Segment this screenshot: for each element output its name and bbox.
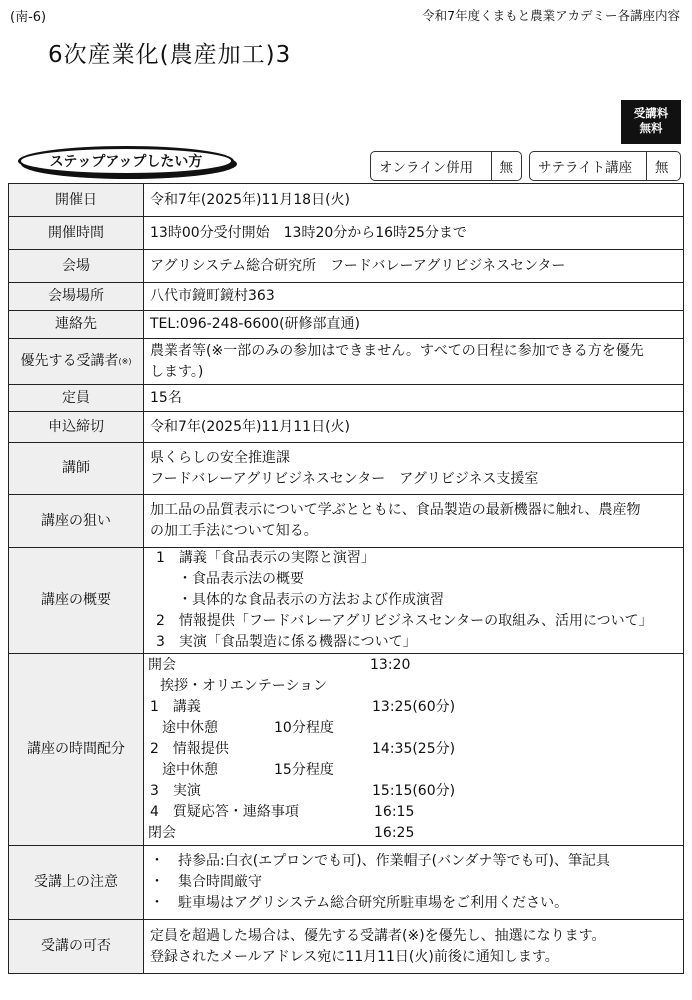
- schedule-row: [148, 823, 677, 844]
- row-contact: [9, 311, 684, 339]
- row-notes: [9, 846, 684, 920]
- schedule-time: 13:20: [370, 657, 411, 673]
- lecturer-line: 県くらしの安全推進課: [150, 449, 290, 466]
- row-venue: [9, 250, 684, 283]
- row-venue-address: [9, 283, 684, 311]
- overview-line: 1 講義「食品表示の実際と演習」: [156, 550, 375, 566]
- schedule-time: 10分程度: [274, 720, 334, 736]
- time-value: 13時00分受付開始 13時20分から16時25分まで: [144, 217, 684, 250]
- time-label: 開催時間: [9, 217, 144, 250]
- capacity-value: 15名: [144, 385, 684, 412]
- venue-value: アグリシステム総合研究所 フードバレーアグリビジネスセンター: [144, 250, 684, 283]
- priority-line: します。): [150, 363, 204, 380]
- schedule-item: 4 質疑応答・連絡事項: [150, 804, 299, 820]
- row-schedule: [9, 654, 684, 846]
- overview-line: ・食品表示法の概要: [178, 571, 304, 587]
- row-capacity: [9, 385, 684, 412]
- acceptance-line: 登録されたメールアドレス宛に11月11日(火)前後に通知します。: [150, 948, 559, 965]
- priority-label-cell: [9, 339, 144, 385]
- overview-line: ・具体的な食品表示の方法および作成演習: [178, 592, 444, 608]
- schedule-row: [148, 655, 677, 676]
- schedule-item: 3 実演: [150, 783, 201, 799]
- priority-label: 優先する受講者: [20, 353, 119, 369]
- row-date: [9, 184, 684, 217]
- schedule-time: 16:15: [374, 804, 415, 820]
- online-option: [370, 151, 522, 181]
- row-acceptance: [9, 920, 684, 974]
- schedule-time: 14:35(25分): [372, 741, 456, 757]
- schedule-time: 15分程度: [274, 762, 334, 778]
- schedule-row: [148, 802, 677, 823]
- schedule-value: [144, 654, 684, 846]
- notes-line: ・ 持参品:白衣(エプロンでも可)、作業帽子(バンダナ等でも可)、筆記具: [150, 853, 611, 869]
- schedule-row: [148, 760, 677, 781]
- lecturer-label: 講師: [9, 443, 144, 495]
- row-priority: [9, 339, 684, 385]
- acceptance-label: 受講の可否: [9, 920, 144, 974]
- course-details-table: [8, 183, 684, 974]
- lecturer-line: フードバレーアグリビジネスセンター アグリビジネス支援室: [150, 470, 539, 487]
- free-badge: [621, 100, 681, 144]
- venue-address-value: 八代市鏡町鏡村363: [144, 283, 684, 311]
- overview-line: 2 情報提供「フードバレーアグリビジネスセンターの取組み、活用について」: [156, 613, 653, 629]
- page-title: 6次産業化(農産加工)3: [48, 42, 292, 68]
- acceptance-value: [144, 920, 684, 974]
- schedule-item: 1 講義: [150, 699, 201, 715]
- schedule-row: [148, 718, 677, 739]
- priority-line: 農業者等(※一部のみの参加はできません。すべての日程に参加できる方を優先: [150, 342, 644, 359]
- venue-label: 会場: [9, 250, 144, 283]
- lecturer-value: [144, 443, 684, 495]
- satellite-option-value: 無: [646, 152, 677, 180]
- row-overview: [9, 548, 684, 654]
- schedule-time: 16:25: [374, 825, 415, 841]
- acceptance-line: 定員を超過した場合は、優先する受講者(※)を優先し、抽選になります。: [150, 927, 606, 944]
- online-option-value: 無: [491, 152, 522, 180]
- level-tag: ステップアップしたい方: [18, 146, 234, 176]
- date-label: 開催日: [9, 184, 144, 217]
- notes-label: 受講上の注意: [9, 846, 144, 920]
- deadline-label: 申込締切: [9, 412, 144, 443]
- schedule-label: 講座の時間配分: [9, 654, 144, 846]
- notes-line: ・ 駐車場はアグリシステム総合研究所駐車場をご利用ください。: [150, 895, 569, 911]
- aim-value: [144, 495, 684, 548]
- notes-line: ・ 集合時間厳守: [150, 874, 262, 890]
- row-time: [9, 217, 684, 250]
- online-option-label: オンライン併用: [379, 160, 474, 176]
- schedule-item: 開会: [148, 657, 176, 673]
- notes-value: [144, 846, 684, 920]
- schedule-item: 挨拶・オリエンテーション: [160, 678, 328, 694]
- schedule-time: 13:25(60分): [372, 699, 456, 715]
- overview-value: [144, 548, 684, 654]
- contact-value: TEL:096-248-6600(研修部直通): [144, 311, 684, 339]
- header-subtitle: 令和7年度くまもと農業アカデミー各講座内容: [422, 8, 680, 23]
- schedule-row: [148, 697, 677, 718]
- date-value: 令和7年(2025年)11月18日(火): [144, 184, 684, 217]
- schedule-item: 2 情報提供: [150, 741, 229, 757]
- overview-label: 講座の概要: [9, 548, 144, 654]
- priority-label-note: (※): [118, 357, 132, 366]
- overview-line: 3 実演「食品製造に係る機器について」: [156, 634, 417, 650]
- aim-label: 講座の狙い: [9, 495, 144, 548]
- course-code: (南-6): [10, 10, 47, 25]
- capacity-label: 定員: [9, 385, 144, 412]
- schedule-item: 途中休憩: [162, 720, 218, 736]
- aim-line: の加工手法について知る。: [150, 523, 318, 539]
- venue-address-label: 会場場所: [9, 283, 144, 311]
- satellite-option: [529, 151, 681, 181]
- contact-label: 連絡先: [9, 311, 144, 339]
- schedule-item: 途中休憩: [162, 762, 218, 778]
- schedule-time: 15:15(60分): [372, 783, 456, 799]
- badge-line-1: 受講料: [633, 106, 669, 120]
- row-deadline: [9, 412, 684, 443]
- schedule-row: [148, 739, 677, 760]
- row-aim: [9, 495, 684, 548]
- schedule-row: [148, 676, 677, 697]
- badge-line-2: 無料: [639, 121, 663, 135]
- row-lecturer: [9, 443, 684, 495]
- priority-value: [144, 339, 684, 385]
- satellite-option-label: サテライト講座: [538, 160, 633, 176]
- aim-line: 加工品の品質表示について学ぶとともに、食品製造の最新機器に触れ、農産物: [150, 502, 641, 518]
- schedule-row: [148, 781, 677, 802]
- deadline-value: 令和7年(2025年)11月11日(火): [144, 412, 684, 443]
- schedule-item: 閉会: [148, 825, 176, 841]
